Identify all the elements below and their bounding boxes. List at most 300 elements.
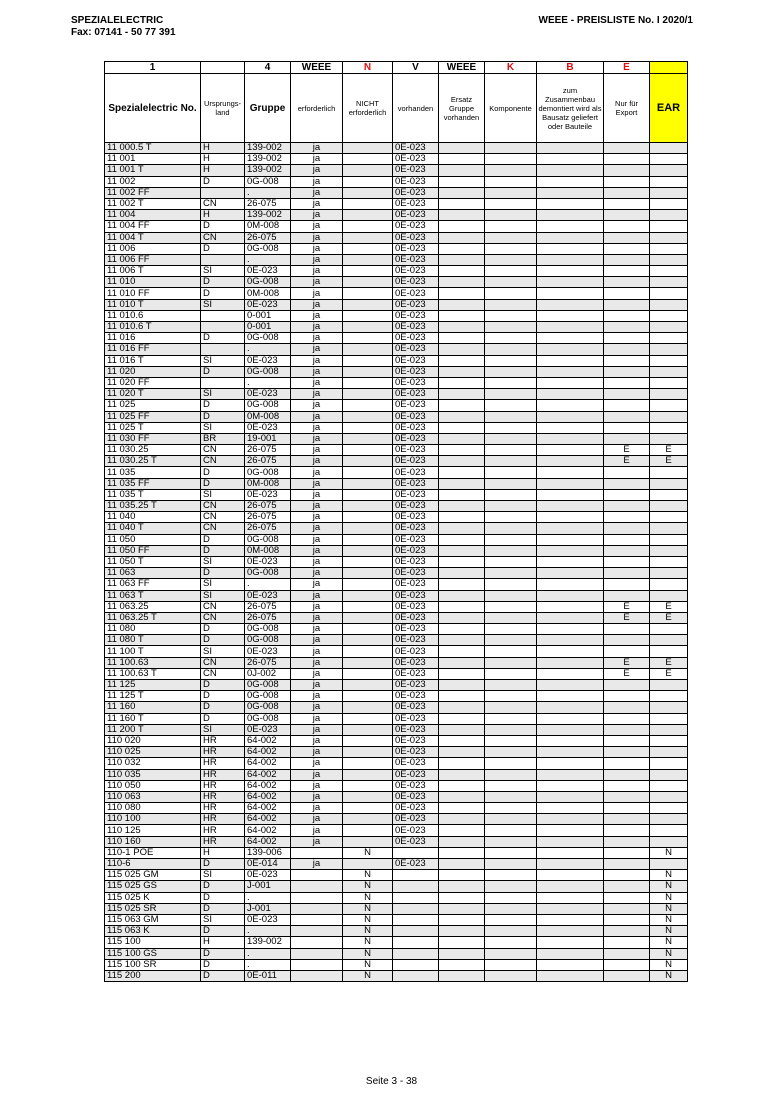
table-cell: 11 002 — [105, 176, 201, 187]
table-cell — [537, 422, 604, 433]
table-cell: J-001 — [245, 903, 291, 914]
column-number: B — [537, 62, 604, 74]
table-cell — [537, 556, 604, 567]
table-cell: 0E-023 — [393, 288, 439, 299]
table-cell: ja — [291, 724, 343, 735]
table-cell — [343, 411, 393, 422]
table-cell: 11 010.6 — [105, 310, 201, 321]
table-cell: 0E-023 — [393, 456, 439, 467]
table-cell — [201, 310, 245, 321]
table-cell: 0E-023 — [393, 266, 439, 277]
table-row — [105, 713, 688, 724]
column-header: Komponente — [485, 74, 537, 143]
table-cell — [650, 859, 688, 870]
table-cell — [537, 389, 604, 400]
table-cell — [537, 143, 604, 154]
table-cell: 0G-008 — [245, 680, 291, 691]
table-cell: N — [343, 847, 393, 858]
table-cell: 115 100 SR — [105, 959, 201, 970]
table-cell — [537, 590, 604, 601]
table-cell: 0E-023 — [393, 210, 439, 221]
table-cell — [393, 970, 439, 981]
table-cell: ja — [291, 758, 343, 769]
table-cell — [604, 534, 650, 545]
table-cell: 0E-023 — [393, 803, 439, 814]
table-cell — [439, 870, 485, 881]
table-cell: ja — [291, 747, 343, 758]
table-cell: 115 200 — [105, 970, 201, 981]
table-cell — [604, 187, 650, 198]
table-cell: 11 063.25 — [105, 601, 201, 612]
table-cell: 0E-023 — [393, 859, 439, 870]
table-cell — [604, 791, 650, 802]
table-cell: N — [650, 870, 688, 881]
table-cell: 0E-023 — [393, 400, 439, 411]
table-cell: 0E-023 — [393, 769, 439, 780]
table-cell — [485, 344, 537, 355]
table-cell: 0E-023 — [393, 758, 439, 769]
table-cell — [604, 422, 650, 433]
table-row — [105, 903, 688, 914]
table-cell — [439, 165, 485, 176]
table-cell — [604, 232, 650, 243]
column-header: Nur für Export — [604, 74, 650, 143]
table-cell — [393, 870, 439, 881]
table-cell: ja — [291, 389, 343, 400]
table-cell: 0M-008 — [245, 478, 291, 489]
table-cell — [291, 903, 343, 914]
table-row — [105, 691, 688, 702]
table-cell: D — [201, 333, 245, 344]
table-cell: SI — [201, 590, 245, 601]
table-cell — [485, 579, 537, 590]
table-cell: 11 125 — [105, 680, 201, 691]
table-cell — [439, 959, 485, 970]
table-cell: D — [201, 243, 245, 254]
table-cell: 64-002 — [245, 814, 291, 825]
table-cell — [343, 747, 393, 758]
table-cell: 0E-023 — [393, 243, 439, 254]
table-cell: 64-002 — [245, 747, 291, 758]
table-cell: 0E-023 — [393, 556, 439, 567]
table-cell: ja — [291, 154, 343, 165]
table-cell: 11 001 T — [105, 165, 201, 176]
table-cell — [604, 635, 650, 646]
table-cell — [537, 937, 604, 948]
table-cell: 0G-008 — [245, 534, 291, 545]
table-cell — [343, 277, 393, 288]
table-cell — [604, 489, 650, 500]
table-row — [105, 400, 688, 411]
table-cell: D — [201, 691, 245, 702]
table-cell — [537, 702, 604, 713]
table-cell: SI — [201, 422, 245, 433]
table-cell: 0E-023 — [393, 545, 439, 556]
table-cell — [604, 355, 650, 366]
table-cell — [604, 870, 650, 881]
table-cell — [604, 299, 650, 310]
table-cell — [343, 803, 393, 814]
table-cell: 0G-008 — [245, 243, 291, 254]
table-cell: 0E-023 — [393, 143, 439, 154]
table-cell — [537, 870, 604, 881]
table-cell: E — [650, 445, 688, 456]
table-cell — [343, 534, 393, 545]
table-cell — [439, 859, 485, 870]
table-cell — [604, 512, 650, 523]
table-cell: 110 125 — [105, 825, 201, 836]
table-cell — [485, 668, 537, 679]
table-cell: 11 025 T — [105, 422, 201, 433]
table-cell: 0E-023 — [393, 657, 439, 668]
table-cell — [537, 400, 604, 411]
column-number: WEEE — [439, 62, 485, 74]
table-cell: 0E-023 — [393, 747, 439, 758]
table-cell — [604, 389, 650, 400]
table-cell: N — [343, 959, 393, 970]
table-cell — [604, 568, 650, 579]
table-cell: 139-002 — [245, 154, 291, 165]
table-cell: CN — [201, 657, 245, 668]
table-cell: 11 063 FF — [105, 579, 201, 590]
table-row — [105, 478, 688, 489]
table-cell: 26-075 — [245, 456, 291, 467]
table-cell — [439, 914, 485, 925]
table-cell: 0G-008 — [245, 691, 291, 702]
table-cell: D — [201, 288, 245, 299]
table-row — [105, 646, 688, 657]
table-cell — [485, 478, 537, 489]
table-cell — [485, 803, 537, 814]
table-cell: 11 010 — [105, 277, 201, 288]
table-cell: J-001 — [245, 881, 291, 892]
table-cell — [439, 646, 485, 657]
table-cell — [343, 825, 393, 836]
table-cell — [201, 377, 245, 388]
table-cell: 11 035.25 T — [105, 501, 201, 512]
table-cell: H — [201, 210, 245, 221]
table-cell — [291, 914, 343, 925]
table-cell: SI — [201, 914, 245, 925]
table-cell: 0E-023 — [393, 601, 439, 612]
table-cell: 0E-023 — [393, 534, 439, 545]
table-cell — [485, 266, 537, 277]
table-cell — [537, 668, 604, 679]
table-cell — [343, 691, 393, 702]
table-row — [105, 467, 688, 478]
table-cell — [485, 411, 537, 422]
table-row — [105, 914, 688, 925]
table-cell: ja — [291, 489, 343, 500]
column-number: 4 — [245, 62, 291, 74]
table-row — [105, 680, 688, 691]
table-cell — [537, 355, 604, 366]
table-cell — [343, 758, 393, 769]
table-cell: 0E-023 — [393, 232, 439, 243]
table-cell — [439, 948, 485, 959]
table-cell — [650, 545, 688, 556]
table-cell: SI — [201, 724, 245, 735]
table-cell: 0E-023 — [245, 266, 291, 277]
table-cell: CN — [201, 512, 245, 523]
table-cell: 64-002 — [245, 825, 291, 836]
table-cell — [393, 914, 439, 925]
table-cell: SI — [201, 870, 245, 881]
table-cell: HR — [201, 769, 245, 780]
table-cell: N — [650, 937, 688, 948]
table-cell — [604, 523, 650, 534]
table-cell: ja — [291, 501, 343, 512]
table-cell — [291, 870, 343, 881]
table-cell: CN — [201, 612, 245, 623]
table-cell — [485, 366, 537, 377]
table-cell — [439, 892, 485, 903]
table-cell — [604, 344, 650, 355]
table-cell — [485, 724, 537, 735]
table-cell — [604, 758, 650, 769]
table-cell: 0E-023 — [393, 791, 439, 802]
table-row — [105, 948, 688, 959]
table-cell: N — [650, 881, 688, 892]
table-row — [105, 277, 688, 288]
table-cell — [604, 836, 650, 847]
table-cell — [650, 288, 688, 299]
table-cell: 0E-023 — [393, 680, 439, 691]
table-cell: 11 035 FF — [105, 478, 201, 489]
column-number: 1 — [105, 62, 201, 74]
table-cell — [650, 780, 688, 791]
table-cell — [650, 501, 688, 512]
table-cell: . — [245, 377, 291, 388]
table-cell: CN — [201, 456, 245, 467]
table-cell: ja — [291, 814, 343, 825]
table-cell — [439, 243, 485, 254]
table-cell: D — [201, 411, 245, 422]
table-cell — [537, 243, 604, 254]
table-cell: 11 030 FF — [105, 433, 201, 444]
table-cell — [485, 657, 537, 668]
table-cell — [604, 277, 650, 288]
table-cell — [485, 948, 537, 959]
table-cell: 11 080 — [105, 624, 201, 635]
table-cell — [650, 243, 688, 254]
table-cell: 0E-023 — [393, 836, 439, 847]
table-cell — [604, 478, 650, 489]
column-number — [650, 62, 688, 74]
table-cell: . — [245, 926, 291, 937]
table-cell — [604, 926, 650, 937]
table-cell: 139-002 — [245, 165, 291, 176]
table-cell — [604, 747, 650, 758]
table-cell — [343, 198, 393, 209]
table-cell: 0E-014 — [245, 859, 291, 870]
document-title: WEEE - PREISLISTE No. I 2020/1 — [538, 15, 693, 26]
table-cell — [343, 791, 393, 802]
table-cell — [439, 467, 485, 478]
table-cell — [485, 232, 537, 243]
table-cell — [650, 377, 688, 388]
table-cell: 0E-023 — [393, 310, 439, 321]
table-cell: 0E-023 — [393, 221, 439, 232]
table-cell: 0E-023 — [393, 523, 439, 534]
table-cell: ja — [291, 187, 343, 198]
table-cell: ja — [291, 478, 343, 489]
table-row — [105, 847, 688, 858]
table-cell: 26-075 — [245, 601, 291, 612]
table-row — [105, 501, 688, 512]
table-cell — [604, 221, 650, 232]
table-row — [105, 344, 688, 355]
table-cell — [439, 668, 485, 679]
table-cell — [604, 243, 650, 254]
table-cell — [343, 713, 393, 724]
table-cell: . — [245, 959, 291, 970]
table-cell: 11 035 T — [105, 489, 201, 500]
table-cell — [650, 803, 688, 814]
table-cell — [650, 825, 688, 836]
table-cell: 0E-023 — [245, 646, 291, 657]
table-row — [105, 814, 688, 825]
table-cell: 0E-023 — [393, 422, 439, 433]
table-cell: ja — [291, 791, 343, 802]
table-cell: 0G-008 — [245, 277, 291, 288]
table-cell — [604, 646, 650, 657]
table-cell: 64-002 — [245, 769, 291, 780]
table-cell — [604, 735, 650, 746]
table-cell — [343, 657, 393, 668]
table-cell — [439, 545, 485, 556]
table-cell — [650, 277, 688, 288]
table-cell — [485, 176, 537, 187]
table-row — [105, 456, 688, 467]
table-cell — [439, 322, 485, 333]
table-cell — [343, 187, 393, 198]
table-cell: ja — [291, 232, 343, 243]
table-cell — [343, 512, 393, 523]
table-cell: 0G-008 — [245, 635, 291, 646]
table-cell — [439, 735, 485, 746]
table-cell: 139-002 — [245, 210, 291, 221]
table-cell: 11 006 — [105, 243, 201, 254]
table-row — [105, 970, 688, 981]
table-cell — [650, 422, 688, 433]
table-cell: 0E-023 — [393, 299, 439, 310]
table-cell — [485, 243, 537, 254]
table-cell — [537, 333, 604, 344]
table-cell: ja — [291, 288, 343, 299]
table-cell: E — [650, 612, 688, 623]
table-cell — [537, 601, 604, 612]
table-row — [105, 512, 688, 523]
table-cell — [485, 210, 537, 221]
table-cell: HR — [201, 814, 245, 825]
table-cell — [604, 713, 650, 724]
table-cell: 0E-023 — [393, 814, 439, 825]
table-cell — [291, 926, 343, 937]
table-cell — [485, 970, 537, 981]
table-cell — [604, 948, 650, 959]
table-row — [105, 724, 688, 735]
table-cell — [537, 735, 604, 746]
table-cell — [439, 534, 485, 545]
table-cell — [485, 926, 537, 937]
table-cell — [393, 926, 439, 937]
table-cell — [485, 512, 537, 523]
table-cell — [485, 198, 537, 209]
table-cell — [343, 176, 393, 187]
table-cell: ja — [291, 366, 343, 377]
table-cell: 11 160 T — [105, 713, 201, 724]
table-cell — [439, 310, 485, 321]
table-cell: 0E-011 — [245, 970, 291, 981]
table-cell — [439, 680, 485, 691]
header-label-row — [105, 74, 688, 143]
table-cell: E — [604, 612, 650, 623]
table-cell: D — [201, 277, 245, 288]
table-cell: CN — [201, 601, 245, 612]
table-cell — [604, 579, 650, 590]
table-cell — [604, 780, 650, 791]
column-number: K — [485, 62, 537, 74]
table-cell: E — [604, 456, 650, 467]
table-cell: 0E-023 — [393, 512, 439, 523]
table-cell: ja — [291, 702, 343, 713]
table-cell — [485, 937, 537, 948]
table-cell — [485, 735, 537, 746]
table-cell — [537, 534, 604, 545]
table-cell — [650, 165, 688, 176]
table-cell — [604, 825, 650, 836]
table-row — [105, 310, 688, 321]
table-cell: ja — [291, 769, 343, 780]
table-cell: ja — [291, 545, 343, 556]
company-name: SPEZIALELECTRIC — [71, 15, 164, 26]
table-cell — [343, 445, 393, 456]
table-cell — [343, 501, 393, 512]
table-cell: 0E-023 — [393, 355, 439, 366]
table-cell — [537, 959, 604, 970]
table-cell: . — [245, 948, 291, 959]
table-cell: D — [201, 713, 245, 724]
table-cell — [537, 433, 604, 444]
table-cell: E — [604, 668, 650, 679]
table-cell — [650, 322, 688, 333]
table-cell — [439, 937, 485, 948]
column-header: zum Zusammenbau demontiert wird als Bausatz geliefert oder Bauteile — [537, 74, 604, 143]
table-cell: 0M-008 — [245, 288, 291, 299]
table-cell — [485, 825, 537, 836]
table-cell — [650, 724, 688, 735]
table-cell — [201, 187, 245, 198]
table-cell: ja — [291, 556, 343, 567]
table-cell — [343, 545, 393, 556]
table-cell — [485, 959, 537, 970]
table-cell — [439, 758, 485, 769]
table-cell — [537, 445, 604, 456]
table-cell: E — [604, 601, 650, 612]
table-cell — [650, 735, 688, 746]
table-cell — [439, 221, 485, 232]
table-row — [105, 836, 688, 847]
table-cell: 0E-023 — [393, 624, 439, 635]
table-cell: 110 160 — [105, 836, 201, 847]
table-cell — [343, 333, 393, 344]
table-cell: 0E-023 — [393, 187, 439, 198]
table-cell — [343, 635, 393, 646]
column-number: WEEE — [291, 62, 343, 74]
table-cell — [439, 556, 485, 567]
table-cell: 11 050 T — [105, 556, 201, 567]
